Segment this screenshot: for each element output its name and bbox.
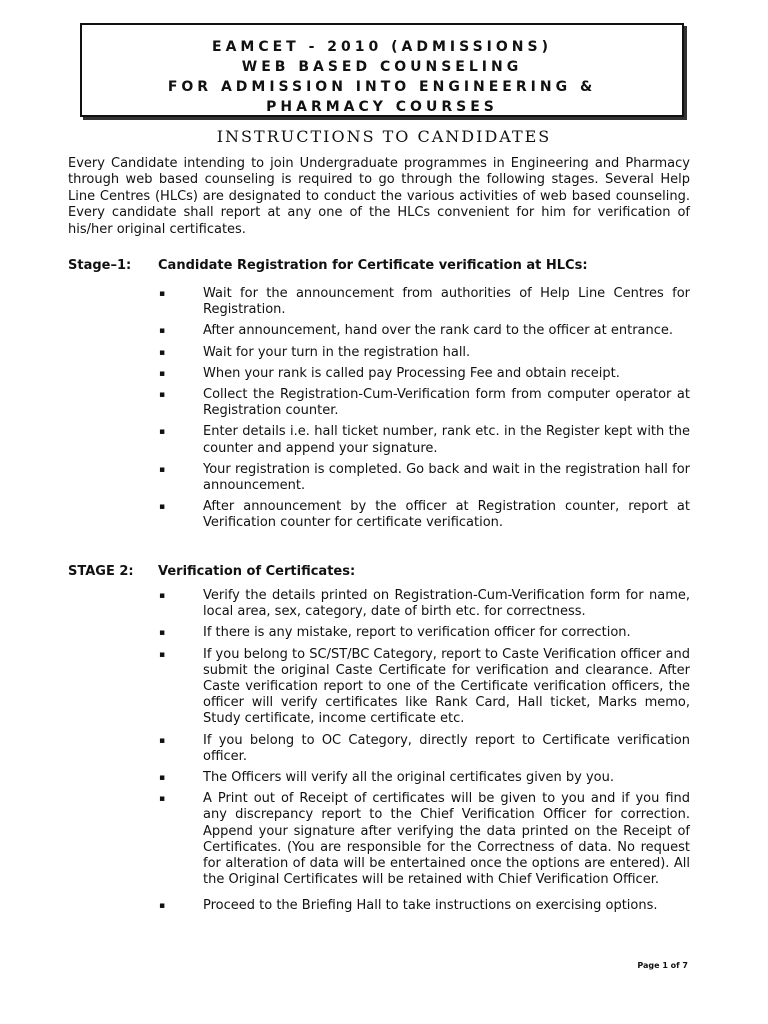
list-item-text: When your rank is called pay Processing Fee and obtain receipt.: [203, 365, 620, 381]
page-number: Page 1 of 7: [637, 961, 688, 970]
bullet-icon: ▪: [159, 326, 166, 337]
bullet-icon: ▪: [159, 390, 166, 401]
list-item-text: Wait for your turn in the registration hall.: [203, 344, 471, 360]
list-item: [150, 387, 690, 419]
list-item: [150, 424, 690, 456]
list-item-text: Verify the details printed on Registration-Cum-Verification form for name, local area, sex, category, date of birth etc. for correctness.: [203, 588, 690, 620]
list-item: [150, 770, 690, 786]
bullet-icon: ▪: [159, 427, 166, 438]
list-item: [150, 323, 690, 339]
list-item-text: A Print out of Receipt of certificates will be given to you and if you find any discrepancy report to the Chief Verification Officer for correction. Append your signature after verifying the data printed on the Receipt of Certificates. (You are responsible for the Correctness of data. No request for alteration of data will be entertained once the options are entered). All the Original Certificates will be retained with Chief Verification Officer.: [203, 791, 690, 888]
bullet-icon: ▪: [159, 368, 166, 379]
intro-paragraph: Every Candidate intending to join Undergraduate programmes in Engineering and Pharmacy through web based counseling is required to go through the following stages. Several Help Line Centres (HLCs) are designated to conduct the various activities of web based counseling. Every candidate shall report at any one of the HLCs convenient for him for verification of his/her original certificates.: [68, 156, 690, 237]
bullet-icon: ▪: [159, 347, 166, 358]
stage-1-heading: [68, 258, 588, 273]
list-item-text: If you belong to SC/ST/BC Category, report to Caste Verification officer and submit the original Caste Certificate for verification and clearance. After Caste verification report to one of the Certificate verification officers, the officer will verify certificates like Rank Card, Hall ticket, Marks memo, Study certificate, income certificate etc.: [203, 646, 690, 727]
title-line-1: EAMCET - 2010 (ADMISSIONS): [212, 39, 552, 55]
stage-2-list: [150, 588, 690, 920]
list-item: [150, 898, 690, 914]
list-item-text: Enter details i.e. hall ticket number, rank etc. in the Register kept with the counter and append your signature.: [203, 424, 690, 456]
list-item-text: Collect the Registration-Cum-Verification form from computer operator at Registration counter.: [203, 387, 690, 419]
bullet-icon: ▪: [159, 628, 166, 639]
bullet-icon: ▪: [159, 591, 166, 601]
title-line-3: FOR ADMISSION INTO ENGINEERING &: [167, 79, 597, 95]
bullet-icon: ▪: [159, 735, 166, 746]
title-line-4: PHARMACY COURSES: [266, 99, 498, 115]
bullet-icon: ▪: [159, 794, 166, 805]
list-item: [150, 625, 690, 641]
list-item-text: The Officers will verify all the original certificates given by you.: [203, 770, 614, 786]
page-subtitle: INSTRUCTIONS TO CANDIDATES: [216, 127, 552, 146]
list-item: [150, 499, 690, 531]
bullet-icon: ▪: [159, 773, 166, 784]
list-item-text: If you belong to OC Category, directly report to Certificate verification officer.: [203, 732, 690, 764]
bullet-icon: ▪: [159, 901, 166, 912]
bullet-icon: ▪: [159, 289, 166, 299]
list-item: [150, 366, 690, 382]
list-item-text: Wait for the announcement from authorities of Help Line Centres for Registration.: [203, 286, 690, 318]
list-item-text: Your registration is completed. Go back and wait in the registration hall for announcement.: [203, 461, 690, 494]
list-item-text: After announcement, hand over the rank card to the officer at entrance.: [203, 323, 674, 339]
title-box: [80, 23, 684, 117]
bullet-icon: ▪: [159, 649, 166, 660]
stage-1-title: Candidate Registration for Certificate verification at HLCs:: [158, 258, 588, 273]
list-item: [150, 462, 690, 494]
list-item: [150, 791, 690, 888]
list-item-text: After announcement by the officer at Registration counter, report at Verification counter for certificate verification.: [203, 499, 690, 531]
list-item: [150, 286, 690, 318]
title-line-2: WEB BASED COUNSELING: [241, 59, 523, 75]
list-item: [150, 345, 690, 361]
list-item: [150, 588, 690, 620]
stage-1-list: [150, 286, 690, 537]
list-item: [150, 647, 690, 728]
stage-1-label: Stage–1:: [68, 258, 132, 273]
list-item: [150, 733, 690, 765]
list-item-text: Proceed to the Briefing Hall to take instructions on exercising options.: [203, 898, 658, 914]
list-item-text: If there is any mistake, report to verification officer for correction.: [203, 625, 631, 641]
stage-2-heading: [68, 564, 355, 579]
stage-2-title: Verification of Certificates:: [158, 564, 356, 579]
stage-2-label: STAGE 2:: [68, 564, 134, 579]
bullet-icon: ▪: [159, 464, 166, 475]
bullet-icon: ▪: [159, 502, 166, 513]
